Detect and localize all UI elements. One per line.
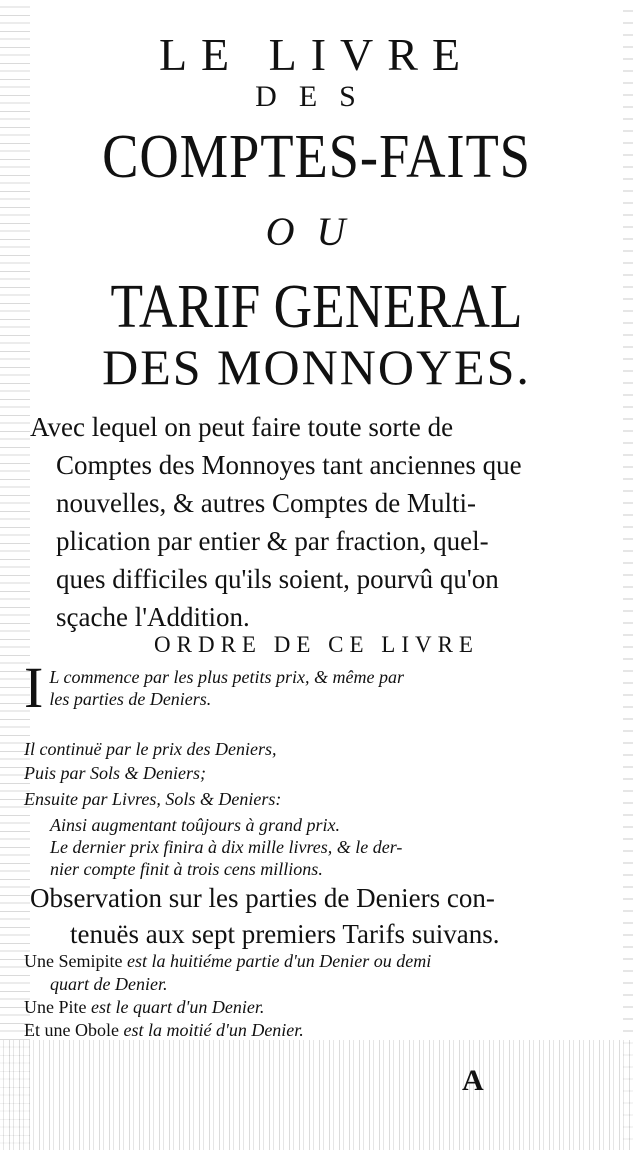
order-text: Le dernier prix finira à dix mille livres, & le der-	[50, 837, 403, 857]
definition-text: est la moitié d'un Denier.	[123, 1020, 304, 1040]
definition-semipite	[24, 950, 599, 996]
observation-heading	[30, 880, 595, 952]
observation-line: Observation sur les parties de Deniers con-	[30, 883, 495, 913]
order-line-5: Ainsi augmentant toûjours à grand prix.	[50, 815, 341, 835]
title-line-5: TARIF GENERAL	[110, 273, 523, 341]
definitions-list	[24, 950, 599, 1042]
definition-term: Et une Obole	[24, 1020, 119, 1040]
title-line-3: COMPTES-FAITS	[102, 123, 531, 191]
title-line-1: LE LIVRE	[158, 29, 475, 80]
definition-term: Une Pite	[24, 997, 87, 1017]
order-line-2: Il continuë par le prix des Deniers,	[24, 739, 277, 759]
subtitle-line: Comptes des Monnoyes tant anciennes que	[56, 450, 522, 480]
page-edge-right	[623, 0, 633, 1150]
subtitle-line: ques difficiles qu'ils soient, pourvû qu'on	[56, 564, 499, 594]
definition-term: Une Semipite	[24, 951, 123, 971]
definition-text: quart de Denier.	[50, 974, 168, 994]
subtitle-line: nouvelles, & autres Comptes de Multi-	[56, 488, 476, 518]
page-edge-bottom	[0, 1040, 633, 1150]
definition-text: est le quart d'un Denier.	[91, 997, 265, 1017]
order-line-3: Puis par Sols & Deniers;	[24, 763, 206, 783]
order-text: L commence par les plus petits prix, & même par	[49, 667, 404, 687]
title-line-2: DES	[255, 80, 378, 113]
definition-text: est la huitiéme partie d'un Denier ou demi	[126, 951, 432, 971]
order-paragraph-1	[24, 655, 594, 720]
order-paragraph-6	[24, 836, 594, 880]
subtitle-line: Avec lequel on peut faire toute sorte de	[30, 412, 454, 442]
subtitle-line: plication par entier & par fraction, quel-	[56, 526, 489, 556]
title-line-4: OU	[265, 209, 368, 254]
order-text: nier compte finit à trois cens millions.	[50, 859, 323, 879]
definition-obole	[24, 1019, 599, 1042]
observation-line: tenuës aux sept premiers Tarifs suivans.	[70, 919, 500, 949]
order-text: les parties de Deniers.	[49, 689, 212, 709]
drop-cap: I	[24, 655, 44, 720]
title-line-6: DES MONNOYES.	[102, 339, 531, 395]
subtitle-line: sçache l'Addition.	[56, 602, 250, 632]
page-signature: A	[462, 1064, 484, 1097]
order-line-4: Ensuite par Livres, Sols & Deniers:	[24, 789, 282, 809]
subtitle-paragraph	[30, 408, 590, 636]
order-heading: ORDRE DE CE LIVRE	[154, 632, 479, 657]
definition-pite	[24, 996, 599, 1019]
